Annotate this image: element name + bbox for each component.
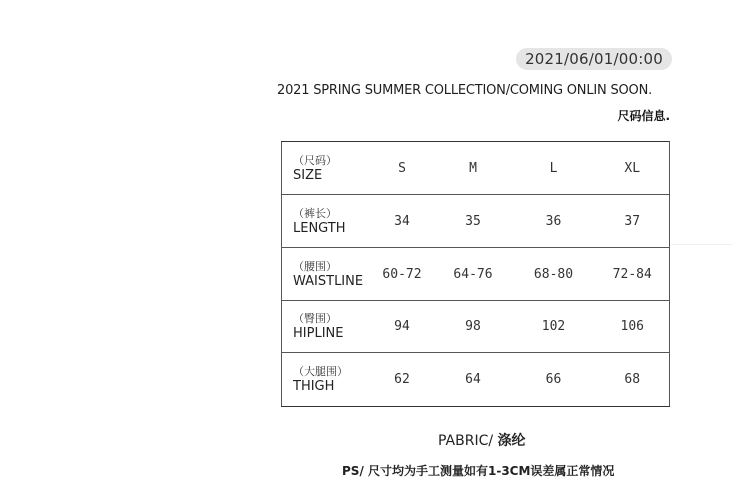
header-label-en: SIZE (293, 167, 323, 183)
table-header-row (282, 142, 670, 195)
column-header-s: S (370, 142, 435, 195)
row-label-cell (282, 353, 370, 407)
table-cell: 102 (512, 301, 596, 353)
size-header-cell (282, 142, 370, 195)
row-label-en: THIGH (293, 379, 335, 394)
row-label-cn: （臀围） (293, 312, 337, 325)
table-row-thigh (282, 353, 670, 407)
row-label-en: WAISTLINE (293, 273, 364, 289)
divider (672, 244, 732, 245)
table-cell: 37 (596, 195, 670, 248)
column-header-xl: XL (596, 142, 670, 195)
row-label-cell (282, 195, 370, 248)
table-cell: 34 (370, 195, 435, 248)
table-cell: 64-76 (435, 248, 512, 301)
date-badge: 2021/06/01/00:00 (516, 48, 672, 70)
table-cell: 94 (370, 301, 435, 353)
table-cell: 66 (512, 353, 596, 407)
fabric-value: 涤纶 (497, 433, 526, 449)
table-cell: 98 (435, 301, 512, 353)
row-label-cell (282, 248, 370, 301)
fabric-line (438, 430, 526, 450)
table-cell: 64 (435, 353, 512, 407)
collection-title: 2021 SPRING SUMMER COLLECTION/COMING ONLIN SOON. (277, 83, 653, 98)
size-info-heading: 尺码信息. (617, 109, 670, 123)
table-row-hipline (282, 301, 670, 353)
table-cell: 60-72 (370, 248, 435, 301)
table-cell: 36 (512, 195, 596, 248)
table-cell: 106 (596, 301, 670, 353)
row-label-cn: （腰围） (293, 259, 337, 273)
row-label-cn: （裤长） (293, 206, 337, 220)
column-header-l: L (512, 142, 596, 195)
fabric-label: PABRIC/ (438, 433, 494, 449)
measurement-note: PS/ 尺寸均为手工测量如有1-3CM误差属正常情况 (342, 464, 615, 478)
row-label-cn: （大腿围） (293, 365, 348, 378)
table-row-waistline (282, 248, 670, 301)
table-cell: 72-84 (596, 248, 670, 301)
size-chart-table (281, 141, 670, 407)
row-label-en: LENGTH (293, 220, 346, 236)
row-label-cell (282, 301, 370, 353)
table-cell: 35 (435, 195, 512, 248)
column-header-m: M (435, 142, 512, 195)
table-row-length (282, 195, 670, 248)
row-label-en: HIPLINE (293, 326, 344, 341)
table-cell: 68 (596, 353, 670, 407)
table-cell: 68-80 (512, 248, 596, 301)
header-label-cn: （尺码） (293, 153, 337, 167)
table-cell: 62 (370, 353, 435, 407)
